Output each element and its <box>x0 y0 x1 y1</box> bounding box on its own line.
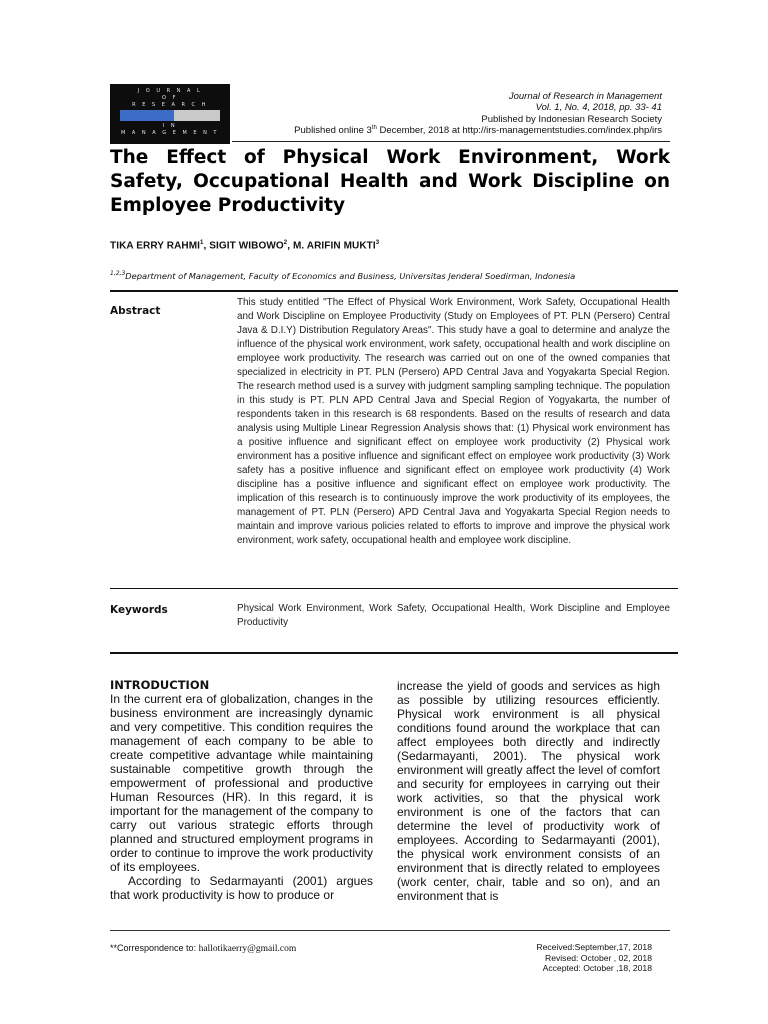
footnote-divider <box>110 930 670 931</box>
accepted-date: Accepted: October ,18, 2018 <box>542 963 652 974</box>
correspondence-footnote: **Correspondence to: hallotikaerry@gmail.com <box>110 943 297 954</box>
logo-text-line: I N <box>162 123 178 129</box>
author-name: SIGIT WIBOWO <box>209 240 284 252</box>
header-divider <box>232 141 670 142</box>
paper-title: The Effect of Physical Work Environment, Work Safety, Occupational Health and Work Discipline on Employee Productivity <box>110 147 670 216</box>
body-left-column <box>110 678 373 902</box>
journal-name: Journal of Research in Management <box>508 91 662 102</box>
journal-logo <box>110 84 230 144</box>
author-list: TIKA ERRY RAHMI$^1$, SIGIT WIBOWO$^2$, M. ARIFIN MUKTI$^3$ <box>110 240 380 252</box>
submission-dates <box>536 942 652 974</box>
logo-text-line: M A N A G E M E N T <box>120 130 219 136</box>
paragraph: increase the yield of goods and services as high as possible by utilizing resources efficiently. Physical work environment is all physical conditions found around the workplace that can affect employees both directly and indirectly (Sedarmayanti, 2001). The physical work environment will greatly affect the level of comfort and security for employees in carrying out their work activities, so that the physical work environment is one of the factors that can determine the level of productivity work of employees. According to Sedarmayanti (2001), the physical work environment consists of an environment that is directly related to employees (work center, chair, table and so on), and an environment that is <box>397 679 660 903</box>
paragraph: In the current era of globalization, changes in the business environment are increasingly dynamic and very competitive. This condition requires the management of each company to be able to create competitive advantage while maintaining sustainable competitive growth through the empowerment of professional and productive Human Resources (HR). In this regard, it is important for the management of the company to carry out various strategic efforts through planned and structured employment programs in order to continue to improve the work productivity of its employees. <box>110 692 373 874</box>
section-heading: INTRODUCTION <box>110 678 210 692</box>
revised-date: Revised: October , 02, 2018 <box>544 952 652 963</box>
logo-text-line: O F <box>162 95 178 101</box>
abstract-top-rule <box>110 290 678 292</box>
logo-text-line: J O U R N A L <box>137 88 203 94</box>
correspondence-email[interactable]: hallotikaerry@gmail.com <box>198 944 297 954</box>
abstract-text: This study entitled "The Effect of Physical Work Environment, Work Safety, Occupational Health and Work Discipline on Employee Productivity (Study on Employees of PT. PLN (Persero) Central Java & D.I.Y) Distribution Regulatory Areas". This study have a goal to determine and analyze the influence of the physical work environment, work safety, occupational health and work discipline on employee work productivity. The research was carried out on one of the owned companies that specialized in electricity in PT. PLN (Persero) APD Central Java and Yogyakarta Special Region. The research method used is a survey with judgment sampling sampling technique. The population in this study is PT. PLN APD Central Java and Special Region of Yogyakarta, the number of respondents taken in this research is 68 respondents. Based on the results of research and data analysis using Multiple Linear Regression Analysis shows that: (1) Physical work environment has a positive influence and significant effect on employee work productivity (2) Physical work environment has a positive influence and significant effect on employee work productivity (3) Work safety has a positive influence and significant effect on employee work productivity (4) Work discipline has a positive influence and significant effect on employee work productivity. The implication of this research is to continuously improve the work productivity of its employees, the management of PT. PLN (Persero) APD Central Java and Yogyakarta Special Region needs to maintain and improve various policies related to efforts to improve and improve the physical work environment, work safety, occupational health and employee work discipline. <box>237 297 670 546</box>
affiliation: $^{1,2,3}$Department of Management, Faculty of Economics and Business, Universitas Jenderal Soedirman, Indonesia <box>110 270 576 281</box>
published-online: Published online 3th December, 2018 at http://irs-managementstudies.com/index.php/irs <box>294 125 662 137</box>
keywords-text: Physical Work Environment, Work Safety, Occupational Health, Work Discipline and Employee Productivity <box>237 603 670 628</box>
logo-color-band <box>120 110 220 121</box>
abstract-bottom-rule <box>110 588 678 589</box>
logo-text-line: R E S E A R C H <box>132 102 208 108</box>
paragraph: According to Sedarmayanti (2001) argues that work productivity is how to produce or <box>110 874 373 902</box>
publisher: Published by Indonesian Research Society <box>481 114 662 125</box>
keywords-label: Keywords <box>110 604 168 616</box>
received-date: Received:September,17, 2018 <box>536 942 652 952</box>
body-right-column <box>397 679 660 903</box>
keywords-bottom-rule <box>110 652 678 654</box>
journal-volume: Vol. 1, No. 4, 2018, pp. 33- 41 <box>535 102 662 113</box>
author-name: TIKA ERRY RAHMI <box>110 240 201 252</box>
author-name: M. ARIFIN MUKTI <box>292 240 376 252</box>
abstract-label: Abstract <box>110 305 161 317</box>
